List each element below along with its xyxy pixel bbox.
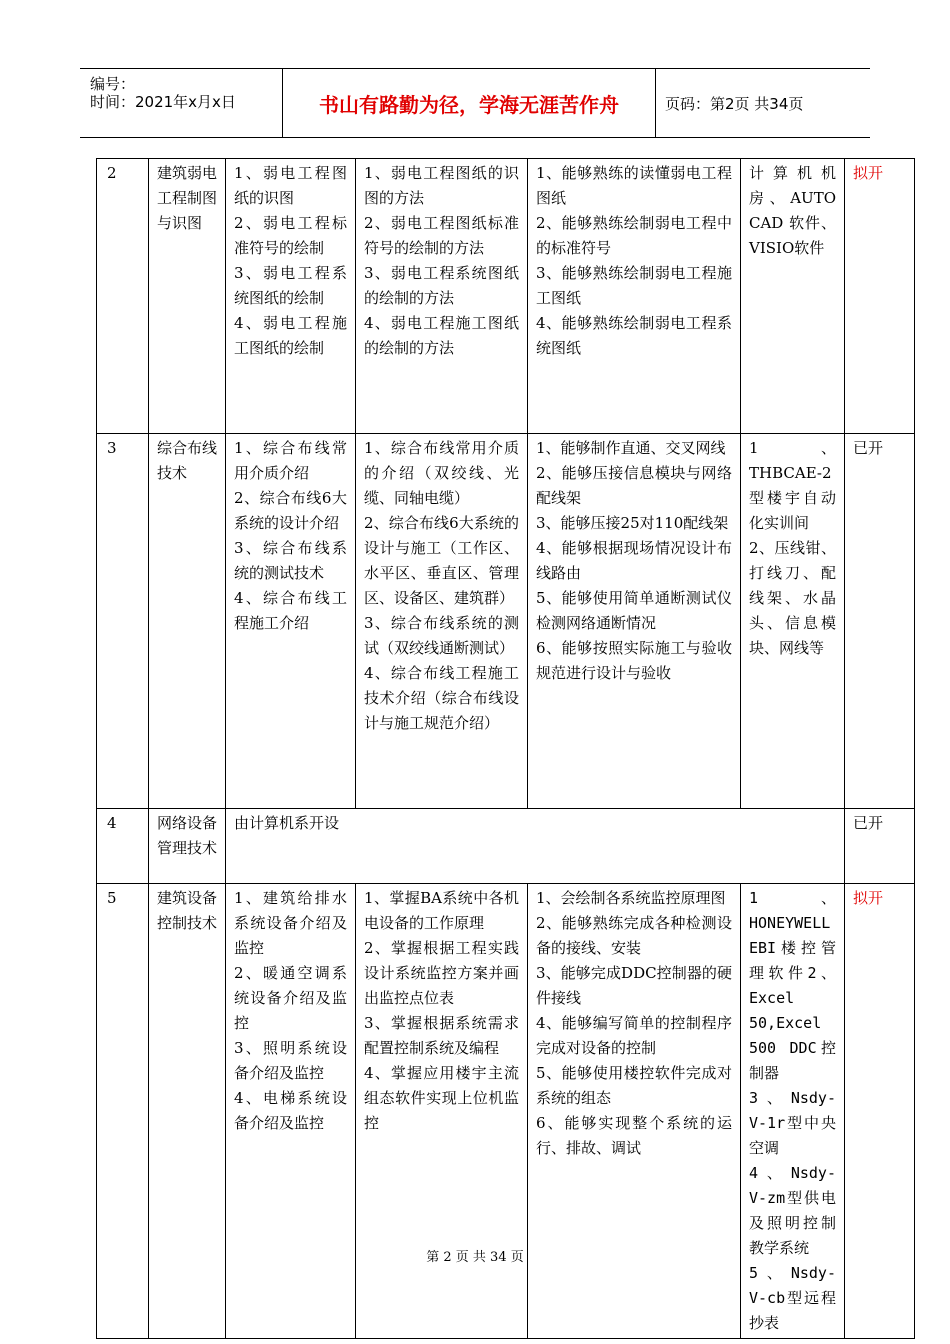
doc-number-label: 编号： <box>90 75 136 93</box>
teaching-content-line: 3、综合布线系统的测试技术 <box>234 539 347 582</box>
row-number: 5 <box>97 884 149 1339</box>
knowledge-points-line: 2、掌握根据工程实践设计系统监控方案并画出监控点位表 <box>364 939 519 1007</box>
knowledge-points-line: 3、弱电工程系统图纸的绘制的方法 <box>364 264 519 307</box>
skill-points <box>528 884 741 1339</box>
header-meta <box>80 69 282 137</box>
equipment-line: 1、THBCAE-2型楼宇自动化实训间 <box>749 439 836 532</box>
teaching-content-line: 1、弱电工程图纸的识图 <box>234 164 347 207</box>
skill-points-line: 6、能够实现整个系统的运行、排故、调试 <box>536 1114 732 1157</box>
knowledge-points <box>356 884 528 1339</box>
course-table <box>96 158 915 1339</box>
row-number: 2 <box>97 159 149 434</box>
equipment <box>741 884 845 1339</box>
skill-points-line: 4、能够编写简单的控制程序完成对设备的控制 <box>536 1014 732 1057</box>
teaching-content-line: 2、弱电工程标准符号的绘制 <box>234 214 347 257</box>
skill-points <box>528 159 741 434</box>
course-name: 网络设备管理技术 <box>149 809 226 884</box>
skill-points-line: 1、能够熟练的读懂弱电工程图纸 <box>536 164 732 207</box>
skill-points <box>528 434 741 809</box>
teaching-content <box>226 159 356 434</box>
knowledge-points-line: 2、综合布线6大系统的设计与施工（工作区、水平区、垂直区、管理区、设备区、建筑群） <box>364 514 519 607</box>
skill-points-line: 4、能够熟练绘制弱电工程系统图纸 <box>536 314 732 357</box>
skill-points-line: 3、能够完成DDC控制器的硬件接线 <box>536 964 732 1007</box>
teaching-content-line: 2、暖通空调系统设备介绍及监控 <box>234 964 347 1032</box>
knowledge-points-line: 1、综合布线常用介质的介绍（双绞线、光缆、同轴电缆） <box>364 439 519 507</box>
skill-points-line: 6、能够按照实际施工与验收规范进行设计与验收 <box>536 639 732 682</box>
status-badge: 已开 <box>845 434 915 809</box>
page-indicator: 页码：第2页 共34页 <box>665 94 804 113</box>
knowledge-points-line: 4、综合布线工程施工技术介绍（综合布线设计与施工规范介绍） <box>364 664 519 732</box>
teaching-content-line: 3、照明系统设备介绍及监控 <box>234 1039 347 1082</box>
knowledge-points-line: 3、掌握根据系统需求配置控制系统及编程 <box>364 1014 519 1057</box>
course-name: 综合布线技术 <box>149 434 226 809</box>
course-name: 建筑弱电工程制图与识图 <box>149 159 226 434</box>
skill-points-line: 3、能够压接25对110配线架 <box>536 514 729 532</box>
teaching-content <box>226 434 356 809</box>
teaching-content-line: 1、建筑给排水系统设备介绍及监控 <box>234 889 347 957</box>
course-name: 建筑设备控制技术 <box>149 884 226 1339</box>
skill-points-line: 1、能够制作直通、交叉网线 <box>536 439 726 457</box>
skill-points-line: 2、能够熟练绘制弱电工程中的标准符号 <box>536 214 732 257</box>
status-badge: 拟开 <box>845 159 915 434</box>
skill-points-line: 2、能够熟练完成各种检测设备的接线、安装 <box>536 914 732 957</box>
skill-points-line: 1、会绘制各系统监控原理图 <box>536 889 726 907</box>
knowledge-points-line: 1、掌握BA系统中各机电设备的工作原理 <box>364 889 519 932</box>
skill-points-line: 5、能够使用简单通断测试仪检测网络通断情况 <box>536 589 732 632</box>
doc-time-label: 时间：2021年x月x日 <box>90 93 236 111</box>
teaching-content-line: 3、弱电工程系统图纸的绘制 <box>234 264 347 307</box>
equipment-line: 5、Nsdy-V-cb型远程抄表 <box>749 1264 836 1332</box>
equipment-line: 1、HONEYWELL EBI楼控管理软件2、Excel 50,Excel 500 DDC控制器 <box>749 889 836 1082</box>
knowledge-points <box>356 434 528 809</box>
knowledge-points-line: 2、弱电工程图纸标准符号的绘制的方法 <box>364 214 519 257</box>
table-row <box>97 159 915 434</box>
teaching-content-line: 1、综合布线常用介质介绍 <box>234 439 347 482</box>
table-row <box>97 884 915 1339</box>
status-badge: 已开 <box>845 809 915 884</box>
table-row <box>97 809 915 884</box>
skill-points-line: 5、能够使用楼控软件完成对系统的组态 <box>536 1064 732 1107</box>
teaching-content <box>226 884 356 1339</box>
merged-note: 由计算机系开设 <box>226 809 845 884</box>
knowledge-points-line: 3、综合布线系统的测试（双绞线通断测试） <box>364 614 519 657</box>
teaching-content-line: 4、综合布线工程施工介绍 <box>234 589 347 632</box>
status-badge: 拟开 <box>845 884 915 1339</box>
table-row <box>97 434 915 809</box>
teaching-content-line: 2、综合布线6大系统的设计介绍 <box>234 489 347 532</box>
page-footer: 第 2 页 共 34 页 <box>426 1250 524 1265</box>
skill-points-line: 2、能够压接信息模块与网络配线架 <box>536 464 732 507</box>
skill-points-line: 3、能够熟练绘制弱电工程施工图纸 <box>536 264 732 307</box>
header-motto: 书山有路勤为径，学海无涯苦作舟 <box>282 69 656 137</box>
equipment <box>741 159 845 434</box>
skill-points-line: 4、能够根据现场情况设计布线路由 <box>536 539 732 582</box>
equipment-line: 2、压线钳、打线刀、配线架、水晶头、信息模块、网线等 <box>749 539 836 657</box>
knowledge-points-line: 1、弱电工程图纸的识图的方法 <box>364 164 519 207</box>
equipment-line: 4、Nsdy-V-zm型供电及照明控制教学系统 <box>749 1164 836 1257</box>
equipment-line: 3、Nsdy-V-1r型中央空调 <box>749 1089 836 1157</box>
teaching-content-line: 4、弱电工程施工图纸的绘制 <box>234 314 347 357</box>
knowledge-points-line: 4、弱电工程施工图纸的绘制的方法 <box>364 314 519 357</box>
row-number: 4 <box>97 809 149 884</box>
teaching-content-line: 4、电梯系统设备介绍及监控 <box>234 1089 347 1132</box>
equipment <box>741 434 845 809</box>
knowledge-points-line: 4、掌握应用楼宇主流组态软件实现上位机监控 <box>364 1064 519 1132</box>
page-header <box>80 68 870 138</box>
equipment-line: 计算机机房、AUTO CAD 软件、VISIO软件 <box>749 164 836 257</box>
knowledge-points <box>356 159 528 434</box>
row-number: 3 <box>97 434 149 809</box>
